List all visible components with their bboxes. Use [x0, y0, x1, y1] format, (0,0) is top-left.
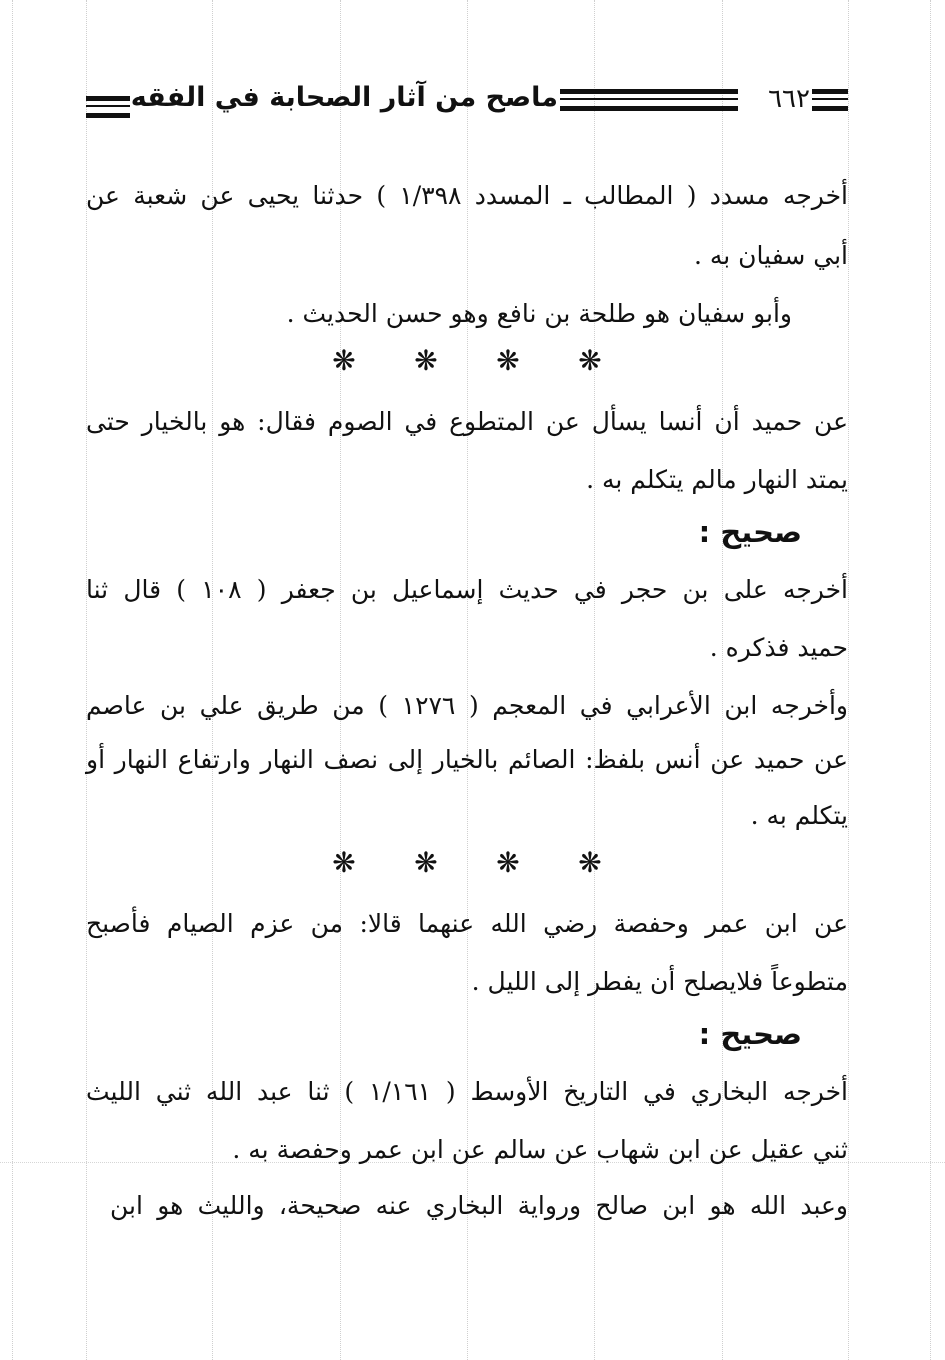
text-line: وأبو سفيان هو طلحة بن نافع وهو حسن الحديث .: [286, 299, 792, 328]
text-line: عن حميد أن أنسا يسأل عن المتطوع في الصوم فقال: هو بالخيار حتى: [86, 407, 848, 436]
star-ornament: ❋: [578, 846, 602, 879]
text-line: عن ابن عمر وحفصة رضي الله عنهما قالا: من عزم الصيام فأصبح: [86, 909, 848, 938]
text-line: متطوعاً فلايصلح أن يفطر إلى الليل .: [471, 967, 848, 996]
text-line: أخرجه على بن حجر في حديث إسماعيل بن جعفر ( ١٠٨ ) قال ثنا: [86, 575, 848, 604]
text-line: عن حميد عن أنس بلفظ: الصائم بالخيار إلى نصف النهار وارتفاع النهار أو: [86, 745, 848, 774]
star-ornament: ❋: [414, 344, 438, 377]
text-line: وأخرجه ابن الأعرابي في المعجم ( ١٢٧٦ ) من طريق علي بن عاصم: [86, 691, 848, 720]
grid-line: [930, 0, 931, 1360]
grading-heading: صحيح :: [698, 1017, 802, 1051]
section-separator: [86, 846, 848, 886]
grid-line: [12, 0, 13, 1360]
section-separator: [86, 344, 848, 384]
text-line: أبي سفيان به .: [693, 241, 848, 270]
running-title: ماصح من آثار الصحابة في الفقه: [130, 82, 558, 113]
text-line: ثني عقيل عن ابن شهاب عن سالم عن ابن عمر وحفصة به .: [232, 1135, 848, 1164]
text-line: حميد فذكره .: [709, 633, 848, 662]
grading-heading: صحيح :: [698, 515, 802, 549]
star-ornament: ❋: [496, 846, 520, 879]
star-ornament: ❋: [578, 344, 602, 377]
grid-line: [848, 0, 849, 1360]
star-ornament: ❋: [332, 846, 356, 879]
text-line: وعبد الله هو ابن صالح ورواية البخاري عنه صحيحة، والليث هو ابن: [110, 1191, 848, 1220]
text-line: أخرجه البخاري في التاريخ الأوسط ( ١/١٦١ ) ثنا عبد الله ثني الليث: [86, 1077, 849, 1106]
star-ornament: ❋: [332, 344, 356, 377]
page-body: [86, 0, 848, 1360]
page-number: ٦٦٢: [768, 84, 810, 114]
text-line: يتكلم به .: [750, 801, 848, 830]
text-line: يمتد النهار مالم يتكلم به .: [586, 465, 848, 494]
star-ornament: ❋: [414, 846, 438, 879]
text-line: أخرجه مسدد ( المطالب ـ المسدد ١/٣٩٨ ) حدثنا يحيى عن شعبة عن: [86, 181, 848, 210]
star-ornament: ❋: [496, 344, 520, 377]
